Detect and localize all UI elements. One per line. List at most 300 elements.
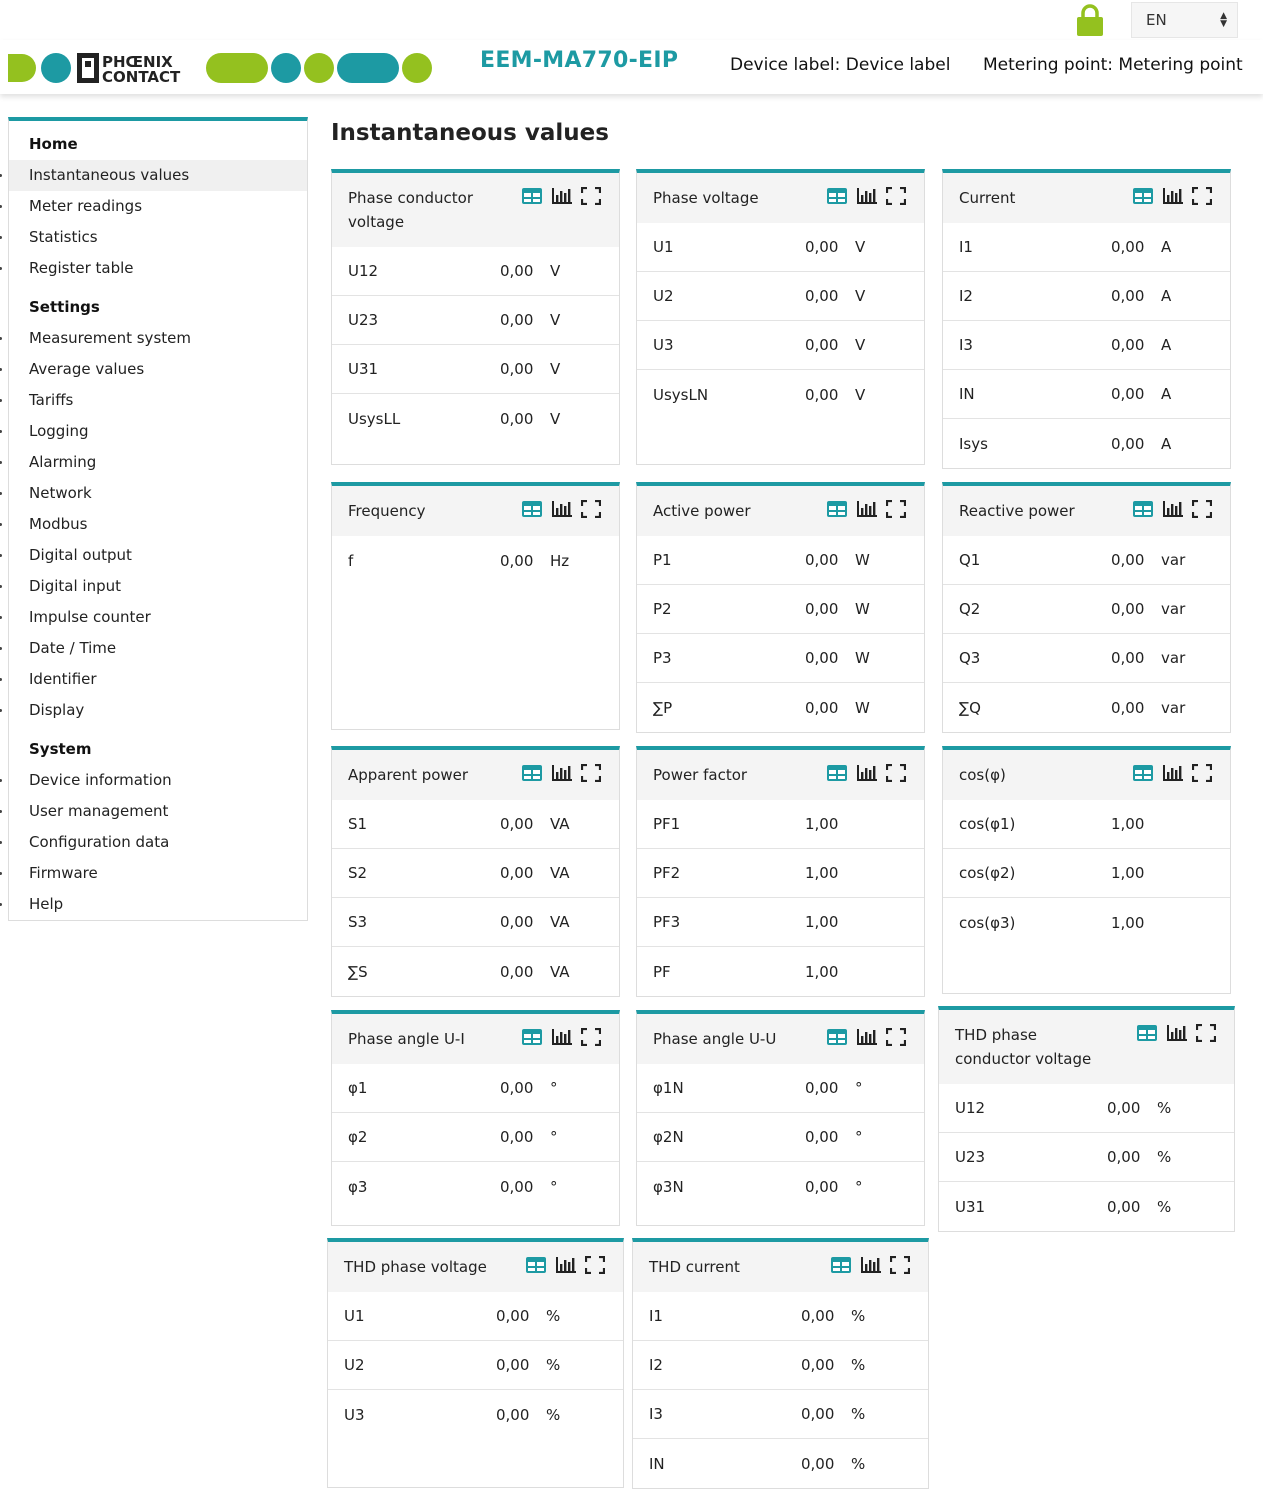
row-unit: %	[851, 1454, 866, 1473]
value-row	[637, 1064, 924, 1113]
row-value: 0,00	[500, 1177, 534, 1196]
sidebar-item-meter-readings[interactable]: Meter readings	[9, 191, 307, 222]
card-phase-angle-u-u	[636, 1010, 925, 1226]
row-label: φ2N	[653, 1128, 684, 1146]
row-unit: °	[855, 1128, 863, 1146]
card-cos	[942, 746, 1231, 994]
card-title: Phase angle U-U	[653, 1030, 777, 1048]
row-unit: var	[1161, 698, 1186, 717]
value-row	[943, 419, 1230, 468]
row-value: 0,00	[500, 1128, 534, 1146]
row-value: 0,00	[500, 913, 534, 931]
card-thd-phase-voltage	[327, 1238, 624, 1488]
sidebar-group-system[interactable]: System	[29, 740, 92, 758]
row-label: S2	[348, 864, 368, 882]
value-row	[633, 1292, 928, 1341]
row-label: U3	[344, 1405, 365, 1424]
row-unit: V	[550, 262, 561, 280]
chart-view-icon[interactable]	[1162, 187, 1184, 205]
row-label: P2	[653, 600, 672, 618]
row-value: 1,00	[805, 913, 839, 931]
table-view-icon[interactable]	[521, 764, 543, 782]
row-label: PF1	[653, 815, 681, 833]
row-label: Q3	[959, 649, 981, 667]
sidebar	[8, 117, 308, 921]
page-title: Instantaneous values	[331, 120, 609, 146]
card-header	[939, 1010, 1234, 1084]
phoenix-contact-logo	[8, 52, 433, 84]
row-unit: VA	[550, 815, 570, 833]
row-value: 0,00	[805, 600, 839, 618]
logo-text-bottom: CONTACT	[102, 68, 181, 84]
row-value: 0,00	[1111, 434, 1145, 453]
row-value: 0,00	[1111, 238, 1145, 256]
chart-view-icon[interactable]	[551, 187, 573, 205]
value-row	[633, 1341, 928, 1390]
value-row	[943, 585, 1230, 634]
row-label: cos(φ1)	[959, 815, 1016, 833]
row-label: U12	[955, 1099, 986, 1117]
fullscreen-icon[interactable]	[1192, 187, 1212, 205]
value-row	[332, 898, 619, 947]
table-view-icon[interactable]	[826, 1028, 848, 1046]
sidebar-item-identifier[interactable]: Identifier	[9, 664, 307, 695]
row-label: I2	[649, 1356, 663, 1374]
row-value: 0,00	[1111, 551, 1145, 569]
lock-icon[interactable]	[1076, 4, 1104, 36]
row-unit: Hz	[550, 551, 570, 570]
fullscreen-icon[interactable]	[581, 187, 601, 205]
value-row	[939, 1182, 1234, 1231]
row-unit: V	[550, 409, 561, 428]
row-label: cos(φ3)	[959, 913, 1016, 932]
row-label: PF	[653, 962, 671, 981]
row-label: PF2	[653, 864, 681, 882]
row-unit: °	[550, 1079, 558, 1097]
row-unit: °	[855, 1177, 863, 1196]
row-value: 0,00	[1111, 336, 1145, 354]
value-row	[943, 634, 1230, 683]
row-value: 0,00	[805, 1128, 839, 1146]
table-view-icon[interactable]	[521, 187, 543, 205]
value-row	[332, 345, 619, 394]
row-label: IN	[959, 385, 975, 403]
row-unit: var	[1161, 600, 1186, 618]
value-row	[637, 634, 924, 683]
value-row	[943, 370, 1230, 419]
card-header	[637, 486, 924, 536]
card-reactive-power	[942, 482, 1231, 733]
row-value: 0,00	[500, 1079, 534, 1097]
row-unit: V	[855, 238, 866, 256]
value-row	[943, 898, 1230, 947]
row-label: ∑P	[653, 698, 673, 717]
row-unit: V	[855, 336, 866, 354]
card-current	[942, 169, 1231, 469]
row-unit: °	[550, 1128, 558, 1146]
sidebar-item-display[interactable]: Display	[9, 695, 307, 726]
row-value: 0,00	[1111, 385, 1145, 403]
row-label: Isys	[959, 434, 988, 453]
row-label: ∑S	[348, 962, 368, 981]
row-label: U31	[955, 1197, 986, 1216]
sidebar-item-tariffs[interactable]: Tariffs	[9, 385, 307, 416]
card-header	[332, 486, 619, 536]
table-view-icon[interactable]	[826, 764, 848, 782]
value-row	[332, 1064, 619, 1113]
row-unit: A	[1161, 385, 1172, 403]
table-view-icon[interactable]	[521, 500, 543, 518]
sidebar-item-logging[interactable]: Logging	[9, 416, 307, 447]
card-phase-voltage	[636, 169, 925, 465]
chart-view-icon[interactable]	[856, 500, 878, 518]
value-row	[633, 1439, 928, 1488]
row-value: 0,00	[500, 262, 534, 280]
row-label: U1	[344, 1307, 365, 1325]
row-value: 0,00	[801, 1454, 835, 1473]
row-value: 0,00	[496, 1307, 530, 1325]
card-thd-phase-conductor-voltage	[938, 1006, 1235, 1232]
row-value: 0,00	[1107, 1197, 1141, 1216]
row-value: 0,00	[1107, 1099, 1141, 1117]
sidebar-item-firmware[interactable]: Firmware	[9, 858, 307, 889]
value-row	[637, 1162, 924, 1211]
value-row	[943, 849, 1230, 898]
fullscreen-icon[interactable]	[585, 1256, 605, 1274]
table-view-icon[interactable]	[1136, 1024, 1158, 1042]
logo-text-top: PHŒNIX	[102, 53, 173, 71]
value-row	[332, 1113, 619, 1162]
table-view-icon[interactable]	[1132, 187, 1154, 205]
row-unit: W	[855, 551, 870, 569]
row-label: cos(φ2)	[959, 864, 1016, 882]
sidebar-item-average-values[interactable]: Average values	[9, 354, 307, 385]
card-header	[637, 173, 924, 223]
row-value: 0,00	[805, 551, 839, 569]
card-header	[943, 173, 1230, 223]
row-value: 0,00	[805, 287, 839, 305]
row-label: U23	[348, 311, 379, 329]
card-title: Apparent power	[348, 766, 469, 784]
sidebar-item-help[interactable]: Help	[9, 889, 307, 920]
row-unit: V	[550, 360, 561, 378]
row-value: 0,00	[500, 360, 534, 378]
card-title: cos(φ)	[959, 766, 1006, 784]
sidebar-item-impulse-counter[interactable]: Impulse counter	[9, 602, 307, 633]
row-value: 1,00	[805, 864, 839, 882]
row-value: 0,00	[496, 1356, 530, 1374]
row-unit: A	[1161, 287, 1172, 305]
language-select[interactable]	[1131, 2, 1238, 38]
row-unit: %	[1157, 1197, 1172, 1216]
sidebar-item-network[interactable]: Network	[9, 478, 307, 509]
table-view-icon[interactable]	[1132, 500, 1154, 518]
row-unit: %	[851, 1405, 866, 1423]
card-header	[943, 486, 1230, 536]
fullscreen-icon[interactable]	[581, 764, 601, 782]
row-unit: %	[1157, 1148, 1172, 1166]
value-row	[939, 1084, 1234, 1133]
sidebar-item-instantaneous-values[interactable]: Instantaneous values	[9, 160, 307, 191]
value-row	[332, 849, 619, 898]
row-unit: °	[855, 1079, 863, 1097]
card-title: Phase angle U-I	[348, 1030, 465, 1048]
row-label: U12	[348, 262, 379, 280]
chart-view-icon[interactable]	[856, 1028, 878, 1046]
row-value: 0,00	[1111, 698, 1145, 717]
row-value: 0,00	[805, 238, 839, 256]
value-row	[332, 947, 619, 996]
row-label: Q1	[959, 551, 981, 569]
row-label: U2	[653, 287, 674, 305]
row-value: 0,00	[805, 336, 839, 354]
card-header	[332, 173, 619, 247]
sidebar-item-date-time[interactable]: Date / Time	[9, 633, 307, 664]
card-header	[633, 1242, 928, 1292]
card-frequency	[331, 482, 620, 730]
row-label: f	[348, 551, 354, 570]
row-value: 1,00	[805, 962, 839, 981]
value-row	[332, 1162, 619, 1211]
card-header	[332, 750, 619, 800]
sidebar-item-measurement-system[interactable]: Measurement system	[9, 323, 307, 354]
row-unit: W	[855, 649, 870, 667]
sidebar-item-user-management[interactable]: User management	[9, 796, 307, 827]
row-unit: %	[1157, 1099, 1172, 1117]
value-row	[637, 849, 924, 898]
card-phase-conductor-voltage	[331, 169, 620, 465]
fullscreen-icon[interactable]	[1192, 764, 1212, 782]
sidebar-item-statistics[interactable]: Statistics	[9, 222, 307, 253]
row-unit: A	[1161, 238, 1172, 256]
chart-view-icon[interactable]	[1166, 1024, 1188, 1042]
value-row	[637, 800, 924, 849]
fullscreen-icon[interactable]	[886, 187, 906, 205]
value-row	[332, 800, 619, 849]
sidebar-item-digital-input[interactable]: Digital input	[9, 571, 307, 602]
card-title: Phase voltage	[653, 189, 759, 207]
chart-view-icon[interactable]	[856, 764, 878, 782]
row-value: 0,00	[801, 1356, 835, 1374]
row-label: U31	[348, 360, 379, 378]
sidebar-item-register-table[interactable]: Register table	[9, 253, 307, 284]
fullscreen-icon[interactable]	[581, 500, 601, 518]
row-value: 0,00	[805, 1079, 839, 1097]
card-header	[943, 750, 1230, 800]
row-unit: W	[855, 600, 870, 618]
row-unit: var	[1161, 649, 1186, 667]
chart-view-icon[interactable]	[1162, 764, 1184, 782]
row-label: P1	[653, 551, 672, 569]
row-unit: V	[855, 287, 866, 305]
fullscreen-icon[interactable]	[890, 1256, 910, 1274]
card-title: Phase conductor voltage	[348, 189, 473, 231]
value-row	[332, 536, 619, 585]
card-header	[637, 1014, 924, 1064]
row-unit: VA	[550, 913, 570, 931]
chart-view-icon[interactable]	[551, 764, 573, 782]
metering-point: Metering point: Metering point	[983, 55, 1243, 75]
device-label: Device label: Device label	[730, 55, 951, 75]
row-unit: %	[851, 1356, 866, 1374]
select-arrows-icon: ▲ ▼	[1220, 11, 1227, 29]
row-value: 0,00	[1111, 600, 1145, 618]
row-unit: W	[855, 698, 870, 717]
row-label: UsysLN	[653, 385, 709, 404]
sidebar-item-configuration-data[interactable]: Configuration data	[9, 827, 307, 858]
row-value: 0,00	[801, 1405, 835, 1423]
row-label: I2	[959, 287, 973, 305]
table-view-icon[interactable]	[521, 1028, 543, 1046]
fullscreen-icon[interactable]	[1196, 1024, 1216, 1042]
value-row	[943, 272, 1230, 321]
sidebar-group-home[interactable]: Home	[29, 135, 78, 153]
value-row	[637, 683, 924, 732]
chart-view-icon[interactable]	[860, 1256, 882, 1274]
row-unit: %	[546, 1356, 561, 1374]
row-value: 1,00	[1111, 815, 1145, 833]
row-value: 0,00	[1107, 1148, 1141, 1166]
row-value: 0,00	[500, 815, 534, 833]
table-view-icon[interactable]	[1132, 764, 1154, 782]
card-header	[637, 750, 924, 800]
fullscreen-icon[interactable]	[1192, 500, 1212, 518]
row-value: 0,00	[805, 649, 839, 667]
row-value: 0,00	[805, 385, 839, 404]
card-active-power	[636, 482, 925, 733]
row-label: I1	[649, 1307, 663, 1325]
card-header	[332, 1014, 619, 1064]
card-apparent-power	[331, 746, 620, 997]
sidebar-item-alarming[interactable]: Alarming	[9, 447, 307, 478]
row-value: 0,00	[500, 311, 534, 329]
row-unit: %	[851, 1307, 866, 1325]
value-row	[332, 296, 619, 345]
value-row	[939, 1133, 1234, 1182]
row-value: 0,00	[1111, 649, 1145, 667]
value-row	[637, 1113, 924, 1162]
row-unit: A	[1161, 336, 1172, 354]
row-value: 0,00	[500, 864, 534, 882]
header	[0, 40, 1263, 94]
row-label: U2	[344, 1356, 365, 1374]
row-unit: %	[546, 1405, 561, 1424]
fullscreen-icon[interactable]	[886, 764, 906, 782]
fullscreen-icon[interactable]	[886, 500, 906, 518]
chart-view-icon[interactable]	[551, 500, 573, 518]
row-label: I3	[649, 1405, 663, 1423]
row-unit: A	[1161, 434, 1172, 453]
card-title: Active power	[653, 502, 751, 520]
row-label: φ1N	[653, 1079, 684, 1097]
row-value: 0,00	[805, 1177, 839, 1196]
sidebar-group-settings[interactable]: Settings	[29, 298, 100, 316]
row-label: φ1	[348, 1079, 368, 1097]
row-value: 1,00	[1111, 913, 1145, 932]
chart-view-icon[interactable]	[1162, 500, 1184, 518]
sidebar-item-modbus[interactable]: Modbus	[9, 509, 307, 540]
row-label: IN	[649, 1454, 665, 1473]
value-row	[637, 321, 924, 370]
value-row	[943, 800, 1230, 849]
row-value: 0,00	[1111, 287, 1145, 305]
value-row	[332, 394, 619, 443]
row-label: S3	[348, 913, 368, 931]
row-label: φ2	[348, 1128, 368, 1146]
value-row	[637, 272, 924, 321]
value-row	[637, 536, 924, 585]
row-unit: V	[855, 385, 866, 404]
value-row	[943, 321, 1230, 370]
card-header	[328, 1242, 623, 1292]
row-unit: VA	[550, 962, 570, 981]
value-row	[943, 223, 1230, 272]
card-thd-current	[632, 1238, 929, 1489]
chart-view-icon[interactable]	[551, 1028, 573, 1046]
row-label: UsysLL	[348, 409, 401, 428]
sidebar-item-digital-output[interactable]: Digital output	[9, 540, 307, 571]
row-value: 1,00	[805, 815, 839, 833]
chart-view-icon[interactable]	[856, 187, 878, 205]
card-title: THD phase voltage	[344, 1258, 487, 1276]
table-view-icon[interactable]	[830, 1256, 852, 1274]
chart-view-icon[interactable]	[555, 1256, 577, 1274]
row-label: I3	[959, 336, 973, 354]
value-row	[328, 1341, 623, 1390]
table-view-icon[interactable]	[826, 500, 848, 518]
card-power-factor	[636, 746, 925, 997]
row-value: 0,00	[801, 1307, 835, 1325]
card-phase-angle-u-i	[331, 1010, 620, 1226]
row-value: 0,00	[496, 1405, 530, 1424]
fullscreen-icon[interactable]	[886, 1028, 906, 1046]
card-title: Reactive power	[959, 502, 1075, 520]
row-label: ∑Q	[959, 698, 981, 717]
value-row	[637, 898, 924, 947]
row-label: U1	[653, 238, 674, 256]
row-label: U3	[653, 336, 674, 354]
row-value: 0,00	[500, 551, 534, 570]
fullscreen-icon[interactable]	[581, 1028, 601, 1046]
row-value: 0,00	[500, 409, 534, 428]
row-value: 0,00	[500, 962, 534, 981]
card-title: Power factor	[653, 766, 748, 784]
table-view-icon[interactable]	[826, 187, 848, 205]
row-value: 1,00	[1111, 864, 1145, 882]
table-view-icon[interactable]	[525, 1256, 547, 1274]
value-row	[637, 370, 924, 419]
row-value: 0,00	[805, 698, 839, 717]
row-unit: var	[1161, 551, 1186, 569]
card-title: Current	[959, 189, 1016, 207]
card-title: Frequency	[348, 502, 426, 520]
device-name: EEM-MA770-EIP	[480, 48, 679, 73]
value-row	[637, 223, 924, 272]
value-row	[637, 585, 924, 634]
row-label: I1	[959, 238, 973, 256]
row-label: φ3N	[653, 1177, 684, 1196]
value-row	[328, 1292, 623, 1341]
value-row	[637, 947, 924, 996]
row-unit: VA	[550, 864, 570, 882]
row-unit: °	[550, 1177, 558, 1196]
row-unit: %	[546, 1307, 561, 1325]
sidebar-item-device-information[interactable]: Device information	[9, 765, 307, 796]
value-row	[633, 1390, 928, 1439]
row-label: S1	[348, 815, 368, 833]
row-label: PF3	[653, 913, 681, 931]
value-row	[332, 247, 619, 296]
